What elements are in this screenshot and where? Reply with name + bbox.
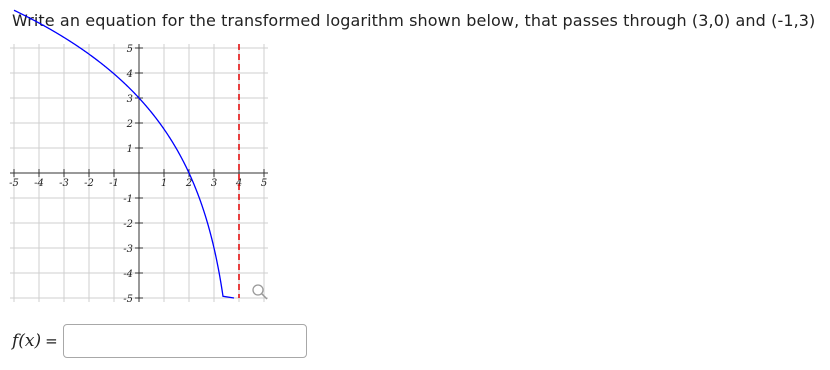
x-tick-label: 2 [185, 178, 193, 189]
equals-sign: = [45, 332, 58, 350]
function-label: f(x) [12, 331, 42, 351]
x-tick-label: -1 [109, 178, 119, 189]
answer-input[interactable] [63, 324, 307, 358]
y-tick-label: 4 [126, 69, 133, 80]
x-tick-label: -3 [59, 178, 69, 189]
axes [10, 44, 268, 302]
y-tick-label: 3 [126, 94, 133, 105]
x-tick-label: -2 [84, 178, 94, 189]
x-tick-label: 3 [210, 178, 218, 189]
question-text: Write an equation for the transformed logarithm shown below, that passes through (3,0) and (-1,3) [12, 11, 816, 30]
y-tick-label: -2 [123, 219, 133, 230]
y-tick-label: -5 [123, 294, 133, 305]
x-tick-label: -5 [9, 178, 19, 189]
y-tick-label: 2 [126, 119, 133, 130]
y-tick-label: -1 [123, 194, 133, 205]
magnifier-icon[interactable] [253, 285, 267, 299]
y-tick-label: -3 [123, 244, 133, 255]
x-tick-label: -4 [34, 178, 44, 189]
y-tick-label: 5 [126, 44, 133, 55]
x-tick-label: 1 [160, 178, 168, 189]
answer-row [12, 322, 307, 360]
y-tick-label: 1 [126, 144, 133, 155]
graph-canvas [0, 0, 290, 320]
x-tick-label: 4 [235, 178, 243, 189]
x-tick-label: 5 [260, 178, 268, 189]
y-tick-label: -4 [123, 269, 133, 280]
graph [0, 0, 290, 324]
tick-labels [9, 44, 267, 305]
